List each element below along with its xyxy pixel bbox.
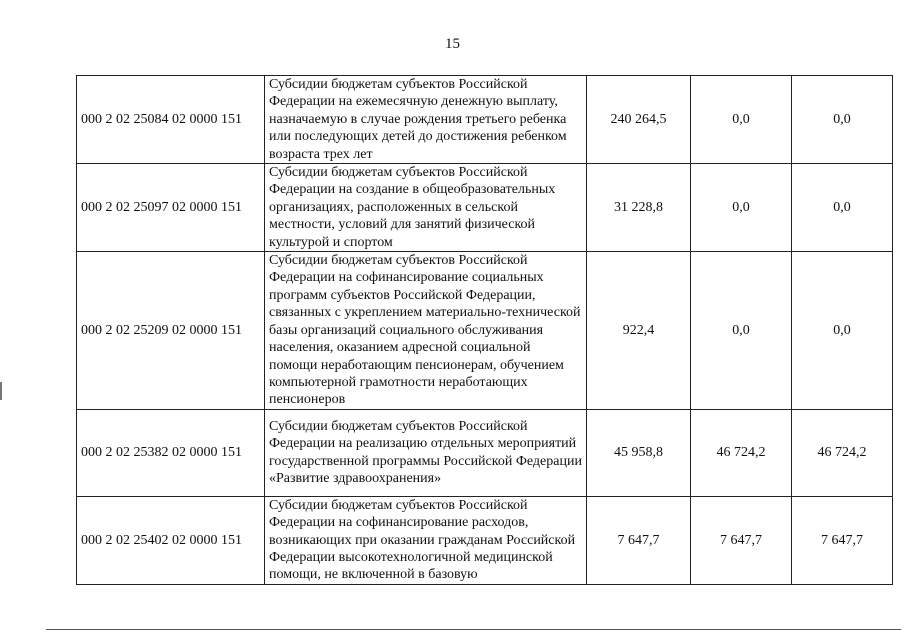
budget-code-cell: 000 2 02 25084 02 0000 151 (77, 76, 265, 164)
income-name-cell: Субсидии бюджетам субъектов Российской Федерации на создание в общеобразовательных организациях, расположенных в сельской местности, условий для занятий физической культурой и спортом (265, 164, 587, 252)
amount-year-2-cell: 0,0 (691, 76, 792, 164)
page-number: 15 (445, 36, 460, 52)
amount-year-1-cell: 240 264,5 (587, 76, 691, 164)
budget-code-cell: 000 2 02 25209 02 0000 151 (77, 252, 265, 410)
amount-year-2-cell: 46 724,2 (691, 409, 792, 496)
amount-year-3-cell: 0,0 (792, 164, 893, 252)
amount-year-3-cell: 46 724,2 (792, 409, 893, 496)
budget-code-cell: 000 2 02 25382 02 0000 151 (77, 409, 265, 496)
table-row (77, 252, 893, 410)
table-row (77, 76, 893, 164)
budget-revenue-table (76, 75, 893, 585)
scan-margin-mark (0, 382, 2, 400)
table-row (77, 164, 893, 252)
amount-year-1-cell: 31 228,8 (587, 164, 691, 252)
income-name-cell: Субсидии бюджетам субъектов Российской Федерации на реализацию отдельных мероприятий государственной программы Российской Федерации «Развитие здравоохранения» (265, 409, 587, 496)
income-name-cell: Субсидии бюджетам субъектов Российской Федерации на софинансирование расходов, возникающих при оказании гражданам Российской Федерации высокотехнологичной медицинской помощи, не включенной в базовую (265, 496, 587, 584)
amount-year-1-cell: 7 647,7 (587, 496, 691, 584)
amount-year-3-cell: 0,0 (792, 76, 893, 164)
amount-year-1-cell: 922,4 (587, 252, 691, 410)
amount-year-2-cell: 0,0 (691, 164, 792, 252)
amount-year-2-cell: 0,0 (691, 252, 792, 410)
income-name-cell: Субсидии бюджетам субъектов Российской Федерации на софинансирование социальных программ субъектов Российской Федерации, связанных с укреплением материально-технической базы организаций социального обслуживания населения, оказанием адресной социальной помощи неработающим пенсионерам, обучением компьютерной грамотности неработающих пенсионеров (265, 252, 587, 410)
table-row (77, 409, 893, 496)
amount-year-2-cell: 7 647,7 (691, 496, 792, 584)
amount-year-3-cell: 7 647,7 (792, 496, 893, 584)
amount-year-1-cell: 45 958,8 (587, 409, 691, 496)
budget-code-cell: 000 2 02 25402 02 0000 151 (77, 496, 265, 584)
budget-code-cell: 000 2 02 25097 02 0000 151 (77, 164, 265, 252)
income-name-cell: Субсидии бюджетам субъектов Российской Федерации на ежемесячную денежную выплату, назначаемую в случае рождения третьего ребенка или последующих детей до достижения ребенком возраста трех лет (265, 76, 587, 164)
page-bottom-rule (46, 629, 901, 630)
amount-year-3-cell: 0,0 (792, 252, 893, 410)
table-row (77, 496, 893, 584)
